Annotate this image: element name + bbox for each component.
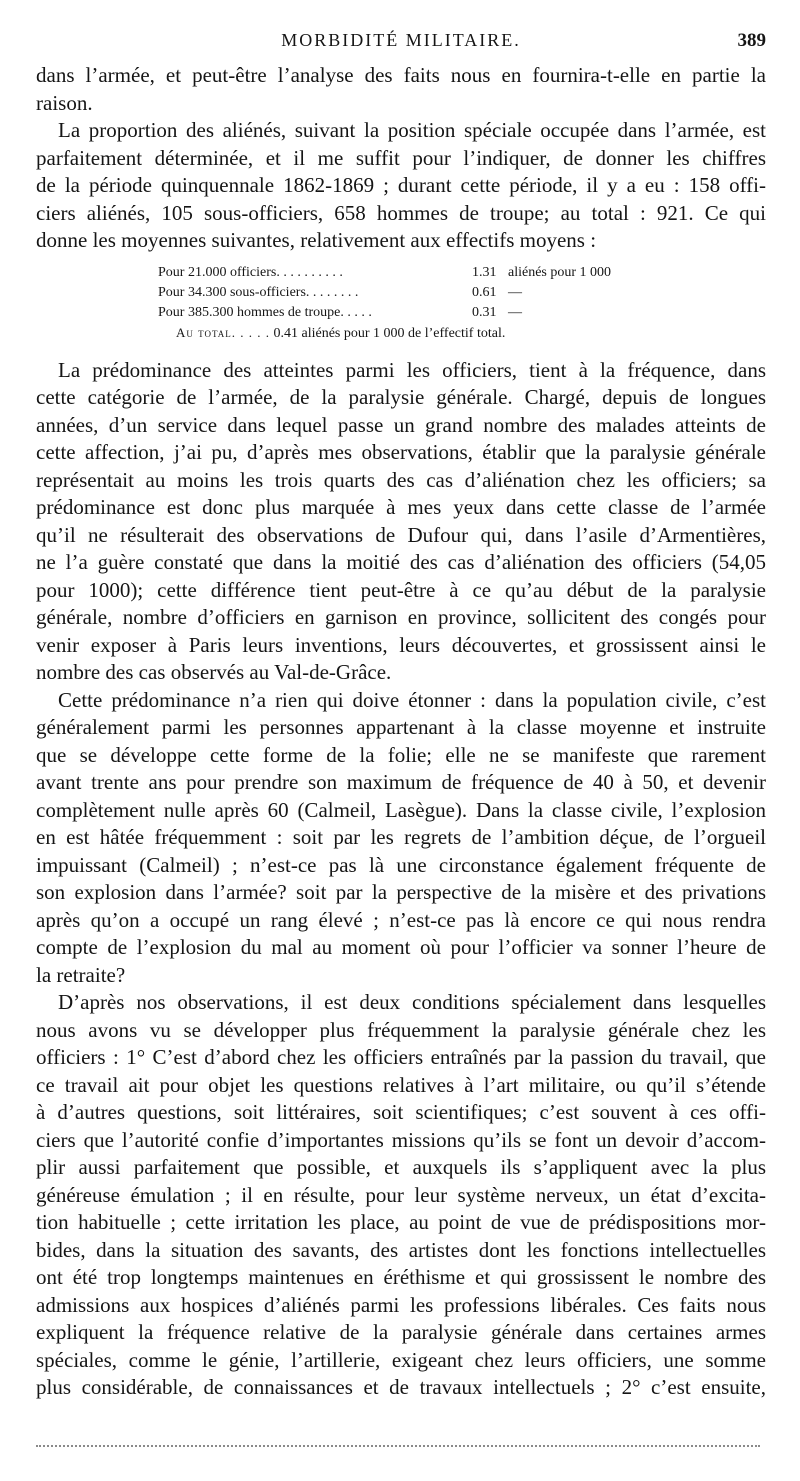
text-line: expliquent la fréquence relative de la paralysie générale dans certaines armes	[36, 1320, 766, 1344]
text-line: après qu’on a occupé un rang élevé ; n’est-ce pas là encore ce qui nous rendra	[36, 907, 766, 932]
text-line: nous avons vu se développer plus fréquemment la paralysie générale chez les	[36, 1017, 766, 1042]
row-unit: —	[508, 284, 522, 300]
row-unit: aliénés pour 1 000	[508, 264, 612, 280]
text-line: raison.	[36, 90, 93, 115]
table-row	[36, 283, 766, 303]
text-line: en est hâtée fréquemment : soit par les regrets de l’ambition déçue, de l’orgueil	[36, 825, 766, 849]
row-value: 0.31	[472, 304, 497, 320]
text-line: années, d’un service dans lequel passe un grand nombre des malades atteints de	[36, 412, 766, 437]
running-title: MORBIDITÉ MILITAIRE.	[281, 30, 521, 50]
text-line: qu’il ne résulterait des observations de Dufour qui, dans l’asile d’Armentières,	[36, 522, 766, 547]
text-line: ciers aliénés, 105 sous-officiers, 658 hommes de troupe; au total : 921. Ce qui	[36, 200, 766, 225]
table-row	[36, 303, 766, 323]
body-text	[36, 62, 766, 1402]
text-line: cette affection, j’ai pu, d’après mes observations, établir que la paralysie générale	[36, 440, 766, 464]
text-line: tion habituelle ; cette irritation les place, au point de vue de prédispositions mor-	[36, 1210, 766, 1234]
page-number: 389	[737, 30, 766, 51]
row-label: Pour 385.300 hommes de troupe. . . . .	[158, 304, 372, 320]
text-line: spéciales, comme le génie, l’artillerie, exigeant chez leurs officiers, une somme	[36, 1347, 766, 1372]
footer-dotted-rule	[36, 1445, 760, 1447]
text-line: cette catégorie de l’armée, de la paralysie générale. Chargé, depuis de longues	[36, 385, 766, 409]
text-line: que se développe cette forme de la folie; elle ne se manifeste que rarement	[36, 742, 766, 767]
text-line: son explosion dans l’armée? soit par la perspective de la misère et des privations	[36, 880, 766, 904]
text-line: prédominance est donc plus marquée à mes yeux dans cette classe de l’armée	[36, 495, 766, 519]
text-line: avant trente ans pour prendre son maximum de fréquence de 40 à 50, et devenir	[36, 770, 766, 794]
text-line: donne les moyennes suivantes, relativement aux effectifs moyens :	[36, 228, 597, 252]
text-line: D’après nos observations, il est deux conditions spécialement dans lesquelles	[58, 990, 766, 1014]
row-value: 1.31	[472, 264, 497, 280]
text-line: généreuse émulation ; il en résulte, pour leur système nerveux, un état d’excita-	[36, 1182, 766, 1207]
text-line: plir aussi parfaitement que possible, et auxquels ils s’appliquent avec la plus	[36, 1155, 766, 1179]
row-unit: —	[508, 304, 522, 320]
statistics-table	[36, 263, 766, 343]
page-header	[36, 30, 766, 60]
text-line: pour 1000); cette différence tient peut-être à ce qu’au début de la paralysie	[36, 577, 766, 602]
text-line: plus considérable, de connaissances et de travaux intellectuels ; 2° c’est ensuite,	[36, 1375, 766, 1399]
paragraph-3	[36, 357, 766, 687]
text-line: représentait au moins les trois quarts des cas d’aliénation chez les officiers; sa	[36, 467, 766, 492]
table-total-row	[36, 323, 766, 343]
text-line: la retraite?	[36, 962, 126, 987]
total-unit: aliénés pour 1 000 de l’effectif total.	[301, 325, 506, 341]
text-line: à d’autres questions, soit littéraires, soit scientifiques; c’est souvent à ces offi-	[36, 1100, 766, 1124]
paragraph-1	[36, 62, 766, 117]
text-line: Cette prédominance n’a rien qui doive étonner : dans la population civile, c’est	[58, 687, 766, 712]
paragraph-2	[36, 117, 766, 255]
table-row	[36, 263, 766, 283]
text-line: La prédominance des atteintes parmi les officiers, tient à la fréquence, dans	[58, 357, 766, 382]
text-line: venir exposer à Paris leurs inventions, leurs découvertes, et grossissent ainsi le	[36, 632, 766, 657]
text-line: officiers : 1° C’est d’abord chez les officiers entraînés par la passion du travail, que	[36, 1045, 766, 1069]
row-value: 0.61	[472, 284, 497, 300]
text-line: impuissant (Calmeil) ; n’est-ce pas là une circonstance également fréquente de	[36, 852, 766, 877]
text-line: générale, nombre d’officiers en garnison en province, sollicitent des congés pour	[36, 605, 766, 629]
text-line: La proportion des aliénés, suivant la position spéciale occupée dans l’armée, est	[58, 118, 766, 142]
total-value: 0.41	[273, 325, 298, 341]
text-line: nombre des cas observés au Val-de-Grâce.	[36, 660, 392, 684]
text-line: ciers que l’autorité confie d’importantes missions qu’ils se font un devoir d’accom-	[36, 1127, 766, 1152]
text-line: généralement parmi les personnes appartenant à la classe moyenne et instruite	[36, 715, 766, 739]
text-line: de la période quinquennale 1862-1869 ; durant cette période, il y a eu : 158 offi-	[36, 173, 766, 197]
text-line: bides, dans la situation des savants, des artistes dont les fonctions intellectuelles	[36, 1237, 766, 1262]
row-label: Pour 34.300 sous-officiers. . . . . . . .	[158, 284, 359, 300]
paragraph-5	[36, 989, 766, 1402]
row-label: Pour 21.000 officiers. . . . . . . . . .	[158, 264, 343, 280]
text-line: admissions aux hospices d’aliénés parmi les professions libérales. Ces faits nous	[36, 1292, 766, 1317]
text-line: complètement nulle après 60 (Calmeil, Lasègue). Dans la classe civile, l’explosion	[36, 797, 766, 822]
total-label: Au total. . . . .	[176, 324, 270, 340]
text-line: compte de l’explosion du mal au moment où pour l’officier va sonner l’heure de	[36, 935, 766, 959]
text-line: dans l’armée, et peut-être l’analyse des faits nous en fournira-t-elle en partie la	[36, 63, 766, 87]
text-line: parfaitement déterminée, et il me suffit pour l’indiquer, de donner les chiffres	[36, 145, 766, 170]
text-line: ont été trop longtemps maintenues en éréthisme et qui grossissent le nombre des	[36, 1265, 766, 1289]
text-line: ne l’a guère constaté que dans la moitié des cas d’aliénation des officiers (54,05	[36, 550, 766, 574]
paragraph-4	[36, 687, 766, 990]
text-line: ce travail ait pour objet les questions relatives à l’art militaire, ou qu’il s’étende	[36, 1072, 766, 1097]
